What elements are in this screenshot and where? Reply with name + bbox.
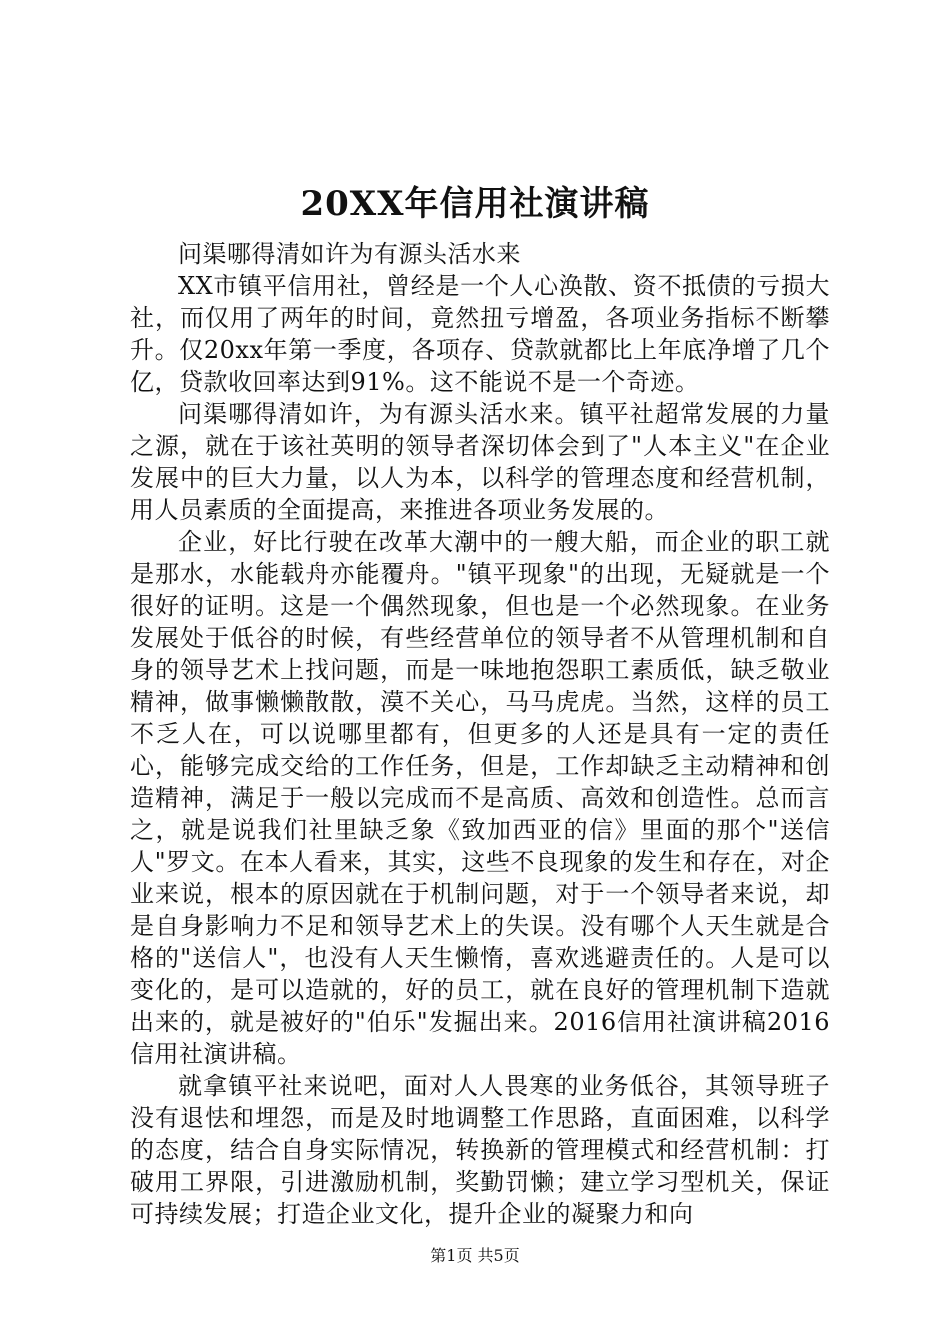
paragraph-subtitle: 问渠哪得清如许为有源头活水来 [178, 240, 521, 268]
paragraph: XX市镇平信用社，曾经是一个人心涣散、资不抵债的亏损大社，而仅用了两年的时间，竟然扭亏增盈，各项业务指标不断攀升。仅20xx年第一季度，各项存、贷款就都比上年底净增了几个亿，贷款收回率达到91%。这不能说不是一个奇迹。 [130, 272, 830, 396]
paragraph: 就拿镇平社来说吧，面对人人畏寒的业务低谷，其领导班子没有退怯和埋怨，而是及时地调整工作思路，直面困难，以科学的态度，结合自身实际情况，转换新的管理模式和经营机制：打破用工界限，引进激励机制，奖勤罚懒；建立学习型机关，保证可持续发展；打造企业文化，提升企业的凝聚力和向 [130, 1072, 830, 1228]
page-number-footer: 第1页 共5页 [430, 1246, 520, 1265]
paragraph: 企业，好比行驶在改革大潮中的一艘大船，而企业的职工就是那水，水能载舟亦能覆舟。"镇平现象"的出现，无疑就是一个很好的证明。这是一个偶然现象，但也是一个必然现象。在业务发展处于低谷的时候，有些经营单位的领导者不从管理机制和自身的领导艺术上找问题，而是一味地抱怨职工素质低，缺乏敬业精神，做事懒懒散散，漠不关心，马马虎虎。当然，这样的员工不乏人在，可以说哪里都有，但更多的人还是具有一定的责任心，能够完成交给的工作任务，但是，工作却缺乏主动精神和创造精神，满足于一般以完成而不是高质、高效和创造性。总而言之，就是说我们社里缺乏象《致加西亚的信》里面的那个"送信人"罗文。在本人看来，其实，这些不良现象的发生和存在，对企业来说，根本的原因就在于机制问题，对于一个领导者来说，却是自身影响力不足和领导艺术上的失误。没有哪个人天生就是合格的"送信人"，也没有人天生懒惰，喜欢逃避责任的。人是可以变化的，是可以造就的，好的员工，就在良好的管理机制下造就出来的，就是被好的"伯乐"发掘出来。2016信用社演讲稿2016信用社演讲稿。 [130, 528, 830, 1068]
document-body [130, 238, 830, 1230]
document-title: 20XX年信用社演讲稿 [300, 184, 650, 224]
paragraph: 问渠哪得清如许，为有源头活水来。镇平社超常发展的力量之源，就在于该社英明的领导者深切体会到了"人本主义"在企业发展中的巨大力量，以人为本，以科学的管理态度和经营机制，用人员素质的全面提高，来推进各项业务发展的。 [130, 400, 830, 524]
